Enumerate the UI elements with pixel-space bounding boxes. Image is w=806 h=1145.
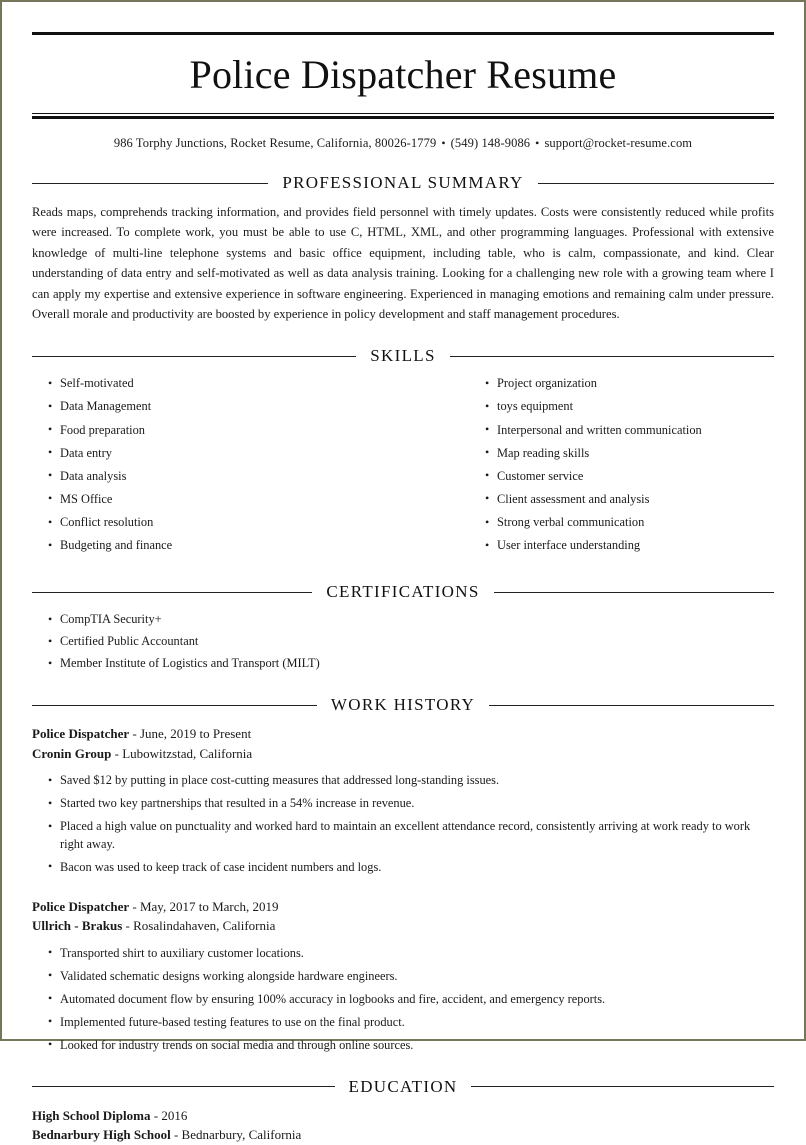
job-dates: June, 2019 to Present <box>139 726 252 742</box>
contact-separator-1: • <box>441 136 446 150</box>
section-title-certifications: CERTIFICATIONS <box>326 582 480 602</box>
job-location: Rosalindahaven, California <box>133 918 276 934</box>
list-item: • Data entry <box>32 445 403 463</box>
list-item: • MS Office <box>32 491 403 509</box>
work-history-entry <box>32 724 774 877</box>
section-title-education: EDUCATION <box>348 1076 458 1096</box>
header-rule-double <box>32 113 774 119</box>
list-item: • Self-motivated <box>32 375 403 393</box>
list-item: • Started two key partnerships that resulted in a 54% increase in revenue. <box>32 795 774 813</box>
list-item: • Interpersonal and written communication <box>469 422 774 440</box>
section-title-work-history: WORK HISTORY <box>330 695 476 715</box>
skills-columns <box>32 375 774 560</box>
contact-phone: (549) 148-9086 <box>450 136 531 150</box>
job-company: Cronin Group <box>32 745 112 761</box>
list-item: • Saved $12 by putting in place cost-cutting measures that addressed long-standing issues. <box>32 772 774 790</box>
list-item: • Placed a high value on punctuality and worked hard to maintain an excellent attendance record, consistently arriving at work ready to work right away. <box>32 818 774 854</box>
section-header-education <box>32 1077 774 1097</box>
list-item: • Client assessment and analysis <box>469 491 774 509</box>
job-title-separator: - <box>129 726 140 742</box>
section-rule-right <box>494 592 774 593</box>
list-item: • Data Management <box>32 398 403 416</box>
resume-sheet <box>2 2 804 1143</box>
section-rule-right <box>471 1086 774 1087</box>
education-school-line <box>32 1125 774 1145</box>
job-company-line <box>32 916 774 936</box>
list-item: • Budgeting and finance <box>32 537 403 555</box>
job-title: Police Dispatcher <box>32 898 130 914</box>
job-title-separator: - <box>129 898 140 914</box>
job-company: Ullrich - Brakus <box>32 918 123 934</box>
section-rule-right <box>450 356 774 357</box>
list-item: • Implemented future-based testing features to use on the final product. <box>32 1014 774 1032</box>
list-item: • Certified Public Accountant <box>32 633 774 651</box>
education-school-separator: - <box>170 1127 182 1143</box>
job-company-separator: - <box>122 918 134 934</box>
skills-column-right <box>403 375 774 560</box>
list-item: • Customer service <box>469 468 774 486</box>
section-rule-left <box>32 1086 335 1087</box>
section-rule-right <box>489 705 774 706</box>
job-title-line <box>32 897 774 917</box>
list-item: • Project organization <box>469 375 774 393</box>
section-header-certifications <box>32 582 774 602</box>
education-location: Bednarbury, California <box>181 1127 302 1143</box>
job-bullets <box>32 772 774 877</box>
education-degree-separator: - <box>150 1107 162 1123</box>
contact-email[interactable]: support@rocket-resume.com <box>544 136 693 150</box>
list-item: • Map reading skills <box>469 445 774 463</box>
list-item: • Strong verbal communication <box>469 514 774 532</box>
section-header-summary <box>32 173 774 193</box>
job-company-separator: - <box>111 745 123 761</box>
section-rule-left <box>32 705 317 706</box>
list-item: • Data analysis <box>32 468 403 486</box>
list-item: • User interface understanding <box>469 537 774 555</box>
job-bullets <box>32 945 774 1055</box>
section-rule-left <box>32 183 268 184</box>
list-item: • Food preparation <box>32 422 403 440</box>
skills-list-right <box>469 375 774 554</box>
section-title-skills: SKILLS <box>370 346 436 366</box>
job-dates: May, 2017 to March, 2019 <box>139 898 279 914</box>
education-school: Bednarbury High School <box>32 1127 171 1143</box>
list-item: • Bacon was used to keep track of case incident numbers and logs. <box>32 859 774 877</box>
contact-address: 986 Torphy Junctions, Rocket Resume, California, 80026-1779 <box>113 136 437 150</box>
job-location: Lubowitzstad, California <box>122 745 253 761</box>
header-rule-top <box>32 32 774 35</box>
education-degree-line <box>32 1106 774 1126</box>
skills-column-left <box>32 375 403 560</box>
list-item: • Automated document flow by ensuring 100% accuracy in logbooks and fire, accident, and emergency reports. <box>32 991 774 1009</box>
education-year: 2016 <box>161 1107 188 1123</box>
section-rule-right <box>538 183 774 184</box>
work-history-entry <box>32 897 774 1055</box>
list-item: • CompTIA Security+ <box>32 611 774 629</box>
section-header-skills <box>32 346 774 366</box>
contact-line <box>32 136 774 151</box>
list-item: • Validated schematic designs working alongside hardware engineers. <box>32 968 774 986</box>
page-title: Police Dispatcher Resume <box>189 52 617 97</box>
section-title-summary: PROFESSIONAL SUMMARY <box>282 173 524 192</box>
job-title: Police Dispatcher <box>32 726 130 742</box>
section-header-work-history <box>32 695 774 715</box>
list-item: • Transported shirt to auxiliary customer locations. <box>32 945 774 963</box>
list-item: • Member Institute of Logistics and Transport (MILT) <box>32 655 774 673</box>
list-item: • Looked for industry trends on social media and through online sources. <box>32 1037 774 1055</box>
contact-separator-2: • <box>535 136 540 150</box>
education-entry <box>32 1106 774 1145</box>
job-title-line <box>32 724 774 744</box>
job-company-line <box>32 744 774 764</box>
skills-list-left <box>32 375 403 554</box>
section-rule-left <box>32 592 312 593</box>
list-item: • Conflict resolution <box>32 514 403 532</box>
section-rule-left <box>32 356 356 357</box>
list-item: • toys equipment <box>469 398 774 416</box>
certifications-list <box>32 611 774 673</box>
professional-summary-text: Reads maps, comprehends tracking information, and provides field personnel with timely updates. Costs were consistently reduced while profits were increased. To complete work, you must be able to use C, HTML, XML, and other programming languages. Professional with extensive knowledge of multi-line telephone systems and basic office equipment, including table, who is calm, compassionate, and kind. Clear understanding of data entry and self-motivated as well as data analysis training. Looking for a challenging new role with a growing team where I can apply my expertise and extensive experience in software engineering. Experienced in managing emotions and remaining calm under pressure. Overall morale and productivity are boosted by experience in policy development and staff management procedures. <box>32 205 774 321</box>
education-degree: High School Diploma <box>32 1107 151 1123</box>
